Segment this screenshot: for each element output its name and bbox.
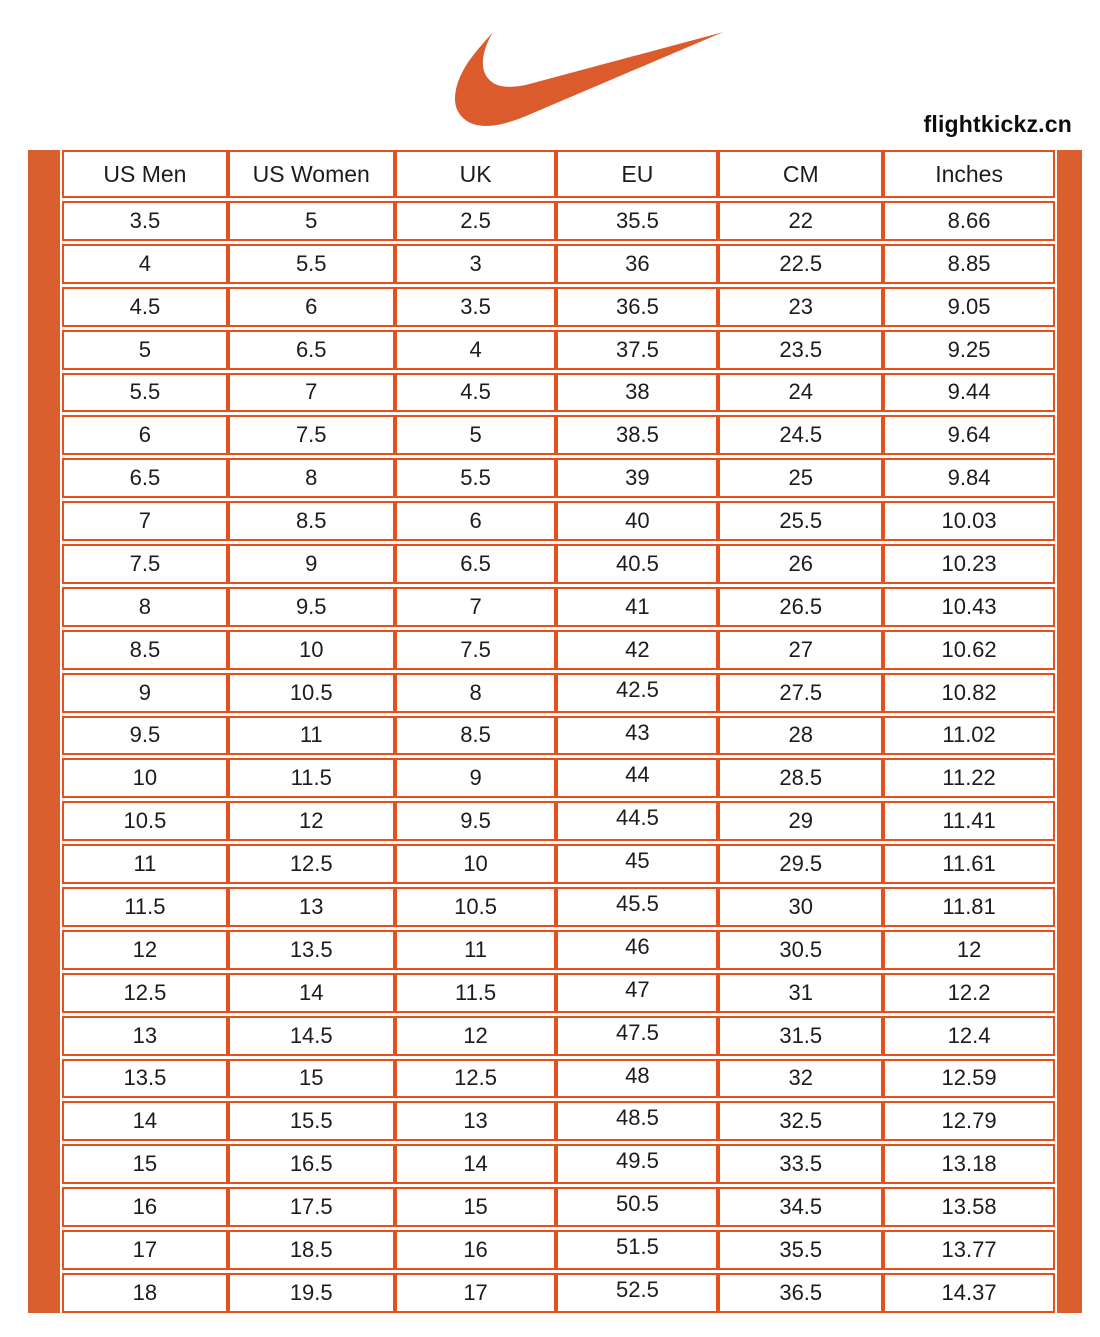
table-cell: 31 xyxy=(718,973,883,1013)
table-row xyxy=(62,1144,1055,1184)
left-accent-band xyxy=(28,150,60,1313)
table-cell: 10.5 xyxy=(62,801,228,841)
table-cell: 37.5 xyxy=(556,330,718,370)
site-watermark: flightkickz.cn xyxy=(923,111,1072,137)
table-cell: 36 xyxy=(556,244,718,284)
table-cell: 12.79 xyxy=(883,1101,1055,1141)
table-cell: 10.5 xyxy=(228,673,395,713)
table-row xyxy=(62,330,1055,370)
table-cell: 29.5 xyxy=(718,844,883,884)
table-cell: 32.5 xyxy=(718,1101,883,1141)
table-cell: 9.64 xyxy=(883,415,1055,455)
table-cell: 24 xyxy=(718,373,883,413)
table-cell: 38 xyxy=(556,373,718,413)
table-cell: 6.5 xyxy=(395,544,557,584)
table-cell: 9.25 xyxy=(883,330,1055,370)
size-conversion-table xyxy=(62,150,1055,1313)
table-cell: 11.41 xyxy=(883,801,1055,841)
table-cell: 17 xyxy=(395,1273,557,1313)
table-cell: 10.23 xyxy=(883,544,1055,584)
table-cell: 3 xyxy=(395,244,557,284)
header-row xyxy=(62,150,1055,198)
table-cell: 14 xyxy=(62,1101,228,1141)
table-cell: 11.5 xyxy=(395,973,557,1013)
table-cell: 16 xyxy=(395,1230,557,1270)
table-cell: 27 xyxy=(718,630,883,670)
table-cell: 34.5 xyxy=(718,1187,883,1227)
table-cell: 6.5 xyxy=(62,458,228,498)
table-row xyxy=(62,1101,1055,1141)
table-cell: 15.5 xyxy=(228,1101,395,1141)
table-cell: 19.5 xyxy=(228,1273,395,1313)
table-cell: 33.5 xyxy=(718,1144,883,1184)
table-cell: 48 xyxy=(556,1059,718,1099)
table-cell: 12 xyxy=(395,1016,557,1056)
table-cell: 27.5 xyxy=(718,673,883,713)
table-row xyxy=(62,673,1055,713)
nike-swoosh-icon xyxy=(455,23,723,135)
table-cell: 23 xyxy=(718,287,883,327)
table-cell: 10 xyxy=(228,630,395,670)
table-cell: 8 xyxy=(62,587,228,627)
table-cell: 41 xyxy=(556,587,718,627)
table-row xyxy=(62,801,1055,841)
table-cell: 9 xyxy=(228,544,395,584)
table-cell: 36.5 xyxy=(718,1273,883,1313)
table-cell: 12.59 xyxy=(883,1059,1055,1099)
table-cell: 5 xyxy=(228,201,395,241)
table-cell: 11.81 xyxy=(883,887,1055,927)
table-cell: 18.5 xyxy=(228,1230,395,1270)
table-cell: 12 xyxy=(883,930,1055,970)
table-cell: 7.5 xyxy=(62,544,228,584)
table-cell: 6 xyxy=(62,415,228,455)
table-cell: 5.5 xyxy=(228,244,395,284)
table-row xyxy=(62,544,1055,584)
table-cell: 9.05 xyxy=(883,287,1055,327)
column-header: EU xyxy=(556,150,718,198)
table-cell: 29 xyxy=(718,801,883,841)
table-row xyxy=(62,930,1055,970)
table-cell: 6 xyxy=(228,287,395,327)
table-cell: 12.2 xyxy=(883,973,1055,1013)
table-cell: 17 xyxy=(62,1230,228,1270)
table-cell: 25.5 xyxy=(718,501,883,541)
table-cell: 12.5 xyxy=(62,973,228,1013)
table-cell: 16.5 xyxy=(228,1144,395,1184)
table-cell: 42 xyxy=(556,630,718,670)
table-cell: 42.5 xyxy=(556,673,718,713)
table-cell: 13.77 xyxy=(883,1230,1055,1270)
table-cell: 11 xyxy=(395,930,557,970)
table-cell: 26.5 xyxy=(718,587,883,627)
table-cell: 12 xyxy=(228,801,395,841)
table-cell: 5 xyxy=(395,415,557,455)
table-cell: 8.5 xyxy=(228,501,395,541)
table-cell: 11.02 xyxy=(883,716,1055,756)
right-accent-band xyxy=(1057,150,1082,1313)
table-cell: 14.37 xyxy=(883,1273,1055,1313)
table-row xyxy=(62,630,1055,670)
table-cell: 10.82 xyxy=(883,673,1055,713)
column-header: Inches xyxy=(883,150,1055,198)
table-row xyxy=(62,201,1055,241)
table-cell: 9.44 xyxy=(883,373,1055,413)
table-cell: 9 xyxy=(62,673,228,713)
table-cell: 3.5 xyxy=(62,201,228,241)
table-cell: 8 xyxy=(228,458,395,498)
table-cell: 11.22 xyxy=(883,758,1055,798)
table-cell: 8.5 xyxy=(395,716,557,756)
size-table-region xyxy=(28,150,1082,1313)
table-cell: 8.5 xyxy=(62,630,228,670)
table-cell: 7.5 xyxy=(395,630,557,670)
table-cell: 13.58 xyxy=(883,1187,1055,1227)
table-cell: 39 xyxy=(556,458,718,498)
table-cell: 9.5 xyxy=(62,716,228,756)
table-cell: 30 xyxy=(718,887,883,927)
table-cell: 24.5 xyxy=(718,415,883,455)
table-cell: 40 xyxy=(556,501,718,541)
table-cell: 40.5 xyxy=(556,544,718,584)
table-row xyxy=(62,458,1055,498)
table-cell: 6.5 xyxy=(228,330,395,370)
table-cell: 22 xyxy=(718,201,883,241)
table-cell: 28.5 xyxy=(718,758,883,798)
table-cell: 17.5 xyxy=(228,1187,395,1227)
table-row xyxy=(62,1273,1055,1313)
table-cell: 49.5 xyxy=(556,1144,718,1184)
table-cell: 8.66 xyxy=(883,201,1055,241)
table-cell: 35.5 xyxy=(718,1230,883,1270)
table-cell: 50.5 xyxy=(556,1187,718,1227)
table-cell: 48.5 xyxy=(556,1101,718,1141)
column-header: UK xyxy=(395,150,557,198)
table-cell: 47 xyxy=(556,973,718,1013)
table-row xyxy=(62,716,1055,756)
table-cell: 10.5 xyxy=(395,887,557,927)
table-cell: 38.5 xyxy=(556,415,718,455)
table-cell: 3.5 xyxy=(395,287,557,327)
table-row xyxy=(62,973,1055,1013)
table-cell: 14.5 xyxy=(228,1016,395,1056)
table-cell: 13 xyxy=(228,887,395,927)
table-cell: 8 xyxy=(395,673,557,713)
table-cell: 10 xyxy=(395,844,557,884)
table-cell: 11 xyxy=(228,716,395,756)
table-cell: 32 xyxy=(718,1059,883,1099)
table-cell: 12 xyxy=(62,930,228,970)
table-row xyxy=(62,844,1055,884)
table-cell: 11.5 xyxy=(62,887,228,927)
table-cell: 15 xyxy=(228,1059,395,1099)
table-cell: 45.5 xyxy=(556,887,718,927)
table-cell: 44 xyxy=(556,758,718,798)
table-cell: 7.5 xyxy=(228,415,395,455)
table-cell: 6 xyxy=(395,501,557,541)
table-cell: 43 xyxy=(556,716,718,756)
table-cell: 28 xyxy=(718,716,883,756)
table-cell: 13.18 xyxy=(883,1144,1055,1184)
table-cell: 13 xyxy=(395,1101,557,1141)
column-header: US Men xyxy=(62,150,228,198)
table-body xyxy=(62,201,1055,1313)
table-cell: 10.03 xyxy=(883,501,1055,541)
table-row xyxy=(62,287,1055,327)
table-cell: 11.5 xyxy=(228,758,395,798)
table-row xyxy=(62,1016,1055,1056)
table-cell: 51.5 xyxy=(556,1230,718,1270)
table-cell: 46 xyxy=(556,930,718,970)
table-row xyxy=(62,244,1055,284)
table-cell: 35.5 xyxy=(556,201,718,241)
table-cell: 47.5 xyxy=(556,1016,718,1056)
table-cell: 44.5 xyxy=(556,801,718,841)
table-cell: 13 xyxy=(62,1016,228,1056)
table-cell: 25 xyxy=(718,458,883,498)
table-cell: 9.5 xyxy=(395,801,557,841)
table-cell: 30.5 xyxy=(718,930,883,970)
table-cell: 4.5 xyxy=(62,287,228,327)
table-cell: 52.5 xyxy=(556,1273,718,1313)
table-cell: 5.5 xyxy=(62,373,228,413)
table-cell: 5.5 xyxy=(395,458,557,498)
table-cell: 15 xyxy=(395,1187,557,1227)
table-cell: 45 xyxy=(556,844,718,884)
table-row xyxy=(62,501,1055,541)
table-cell: 4 xyxy=(62,244,228,284)
table-row xyxy=(62,758,1055,798)
table-cell: 9.84 xyxy=(883,458,1055,498)
table-cell: 12.5 xyxy=(228,844,395,884)
table-row xyxy=(62,1059,1055,1099)
table-row xyxy=(62,373,1055,413)
table-row xyxy=(62,587,1055,627)
table-cell: 4.5 xyxy=(395,373,557,413)
table-cell: 7 xyxy=(395,587,557,627)
table-row xyxy=(62,887,1055,927)
table-cell: 14 xyxy=(228,973,395,1013)
table-cell: 4 xyxy=(395,330,557,370)
table-cell: 12.5 xyxy=(395,1059,557,1099)
table-cell: 14 xyxy=(395,1144,557,1184)
table-container xyxy=(62,150,1055,1313)
table-cell: 8.85 xyxy=(883,244,1055,284)
table-cell: 11 xyxy=(62,844,228,884)
table-cell: 5 xyxy=(62,330,228,370)
table-row xyxy=(62,415,1055,455)
table-row xyxy=(62,1230,1055,1270)
table-cell: 9 xyxy=(395,758,557,798)
table-cell: 10 xyxy=(62,758,228,798)
table-cell: 9.5 xyxy=(228,587,395,627)
table-cell: 11.61 xyxy=(883,844,1055,884)
table-cell: 26 xyxy=(718,544,883,584)
table-cell: 12.4 xyxy=(883,1016,1055,1056)
table-cell: 15 xyxy=(62,1144,228,1184)
table-cell: 13.5 xyxy=(228,930,395,970)
table-cell: 10.43 xyxy=(883,587,1055,627)
table-cell: 23.5 xyxy=(718,330,883,370)
table-cell: 31.5 xyxy=(718,1016,883,1056)
table-cell: 36.5 xyxy=(556,287,718,327)
table-cell: 22.5 xyxy=(718,244,883,284)
column-header: CM xyxy=(718,150,883,198)
table-cell: 7 xyxy=(228,373,395,413)
table-cell: 18 xyxy=(62,1273,228,1313)
table-cell: 7 xyxy=(62,501,228,541)
column-header: US Women xyxy=(228,150,395,198)
table-cell: 10.62 xyxy=(883,630,1055,670)
table-cell: 2.5 xyxy=(395,201,557,241)
table-cell: 13.5 xyxy=(62,1059,228,1099)
table-cell: 16 xyxy=(62,1187,228,1227)
table-row xyxy=(62,1187,1055,1227)
